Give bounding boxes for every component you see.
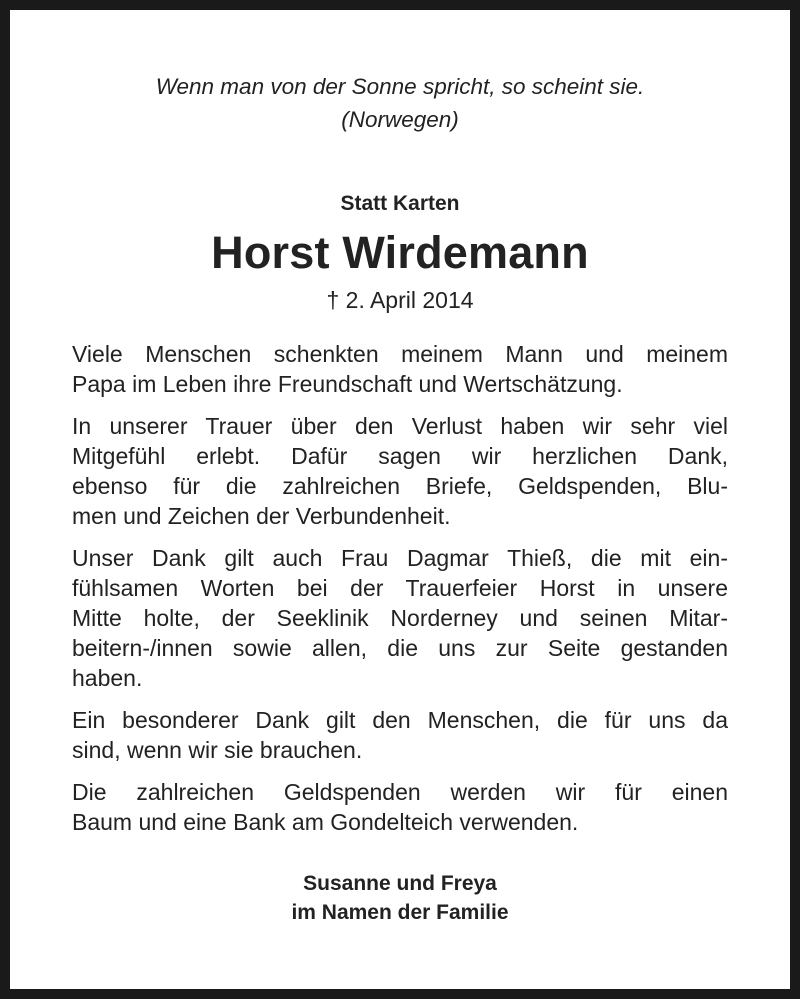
death-date: † 2. April 2014 — [326, 287, 474, 313]
text-line: Ein besonderer Dank gilt den Menschen, die für uns da — [72, 707, 728, 733]
signature — [72, 869, 728, 927]
paragraph — [72, 411, 728, 531]
text-line: In unserer Trauer über den Verlust haben wir sehr viel — [72, 413, 728, 439]
text-line: Papa im Leben ihre Freundschaft und Wertschätzung. — [72, 371, 623, 397]
signature-family: im Namen der Familie — [291, 901, 509, 924]
deceased-name: Horst Wirdemann — [211, 227, 589, 278]
text-line: Viele Menschen schenkten meinem Mann und meinem — [72, 341, 728, 367]
text-line: Unser Dank gilt auch Frau Dagmar Thieß, die mit ein- — [72, 545, 728, 571]
motto-quote — [72, 70, 728, 136]
text-line: beitern-/innen sowie allen, die uns zur Seite gestanden — [72, 635, 728, 661]
paragraph — [72, 777, 728, 837]
body-text — [72, 339, 728, 837]
motto-source: (Norwegen) — [341, 107, 459, 132]
text-line: Mitte holte, der Seeklinik Norderney und seinen Mitar- — [72, 605, 728, 631]
notice-content — [10, 10, 790, 927]
intro-heading: Statt Karten — [340, 192, 460, 215]
text-line: fühlsamen Worten bei der Trauerfeier Horst in unsere — [72, 575, 728, 601]
text-line: ebenso für die zahlreichen Briefe, Geldspenden, Blu- — [72, 473, 728, 499]
paragraph — [72, 543, 728, 693]
text-line: Die zahlreichen Geldspenden werden wir für einen — [72, 779, 728, 805]
paragraph — [72, 339, 728, 399]
text-line: sind, wenn wir sie brauchen. — [72, 737, 363, 763]
text-line: men und Zeichen der Verbundenheit. — [72, 503, 451, 529]
text-line: haben. — [72, 665, 143, 691]
paragraph — [72, 705, 728, 765]
signature-names: Susanne und Freya — [303, 872, 497, 895]
motto-line: Wenn man von der Sonne spricht, so scheint sie. — [155, 74, 645, 99]
text-line: Baum und eine Bank am Gondelteich verwenden. — [72, 809, 579, 835]
text-line: Mitgefühl erlebt. Dafür sagen wir herzlichen Dank, — [72, 443, 728, 469]
